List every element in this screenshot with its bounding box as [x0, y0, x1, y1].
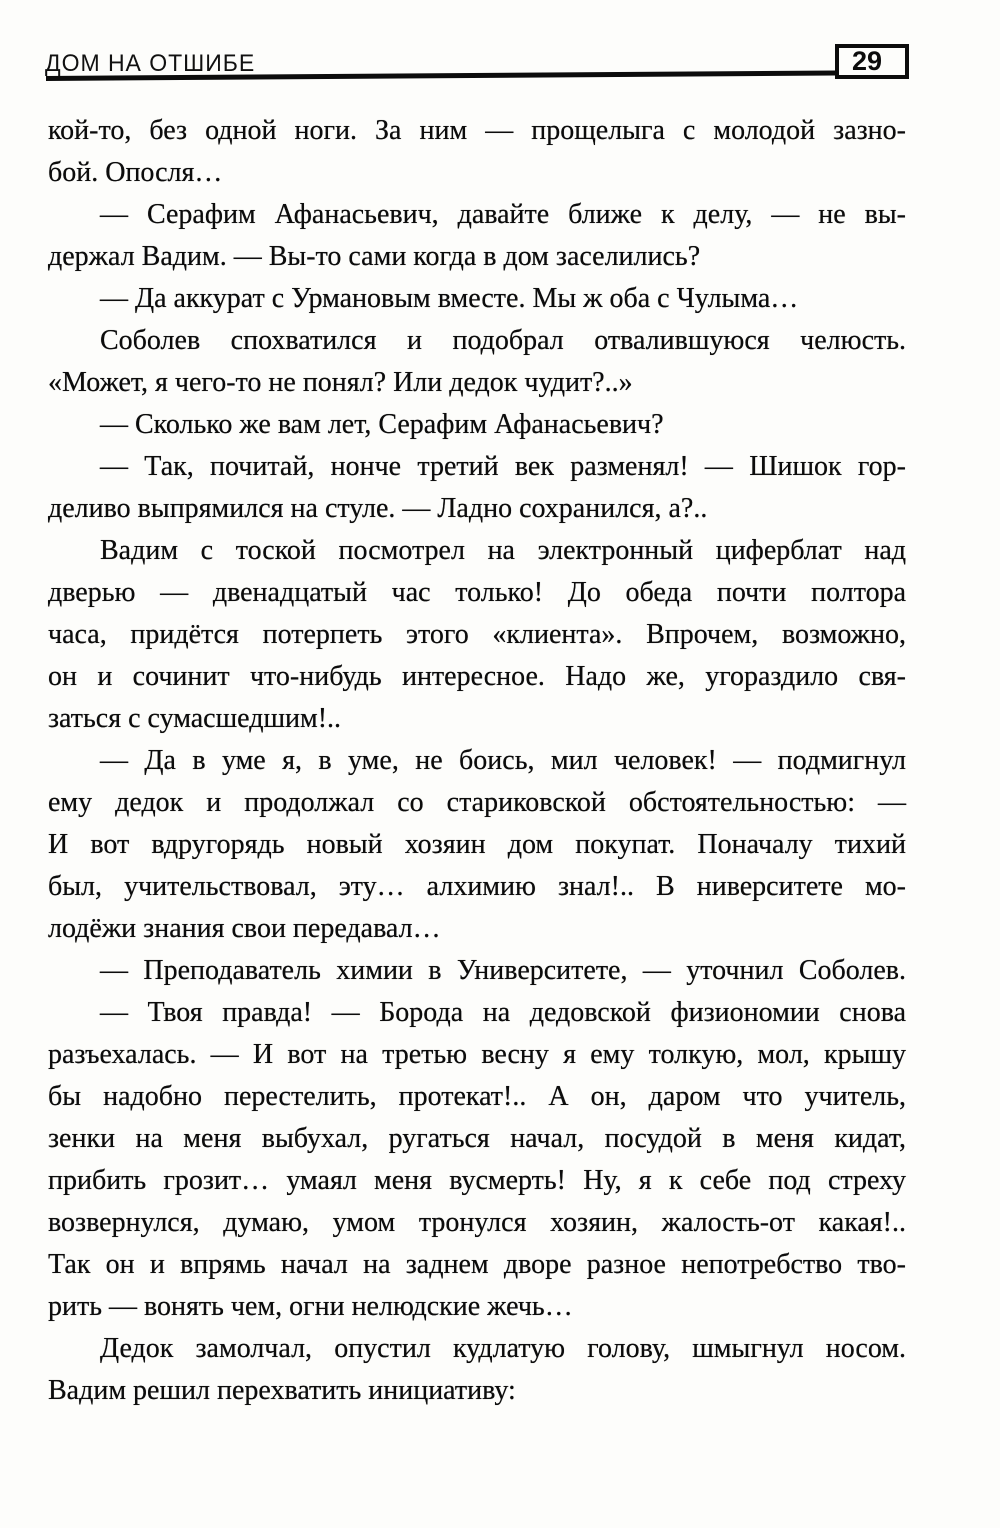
text-line: — Да аккурат с Урмановым вместе. Мы ж оба с Чулыма…: [100, 283, 799, 314]
text-line: «Может, я чего-то не понял? Или дедок чудит?..»: [48, 367, 633, 398]
paragraph: [48, 992, 906, 1328]
text-line: держал Вадим. — Вы-то сами когда в дом заселились?: [48, 241, 701, 272]
text-line: был, учительствовал, эту… алхимию знал!.. В ниверситете мо-: [48, 871, 906, 902]
paragraph: [48, 278, 906, 320]
page-number-box: [835, 44, 909, 79]
text-line: — Так, почитай, нонче третий век разменял! — Шишок гор-: [100, 451, 906, 482]
text-line: — Серафим Афанасьевич, давайте ближе к делу, — не вы-: [100, 199, 906, 230]
text-line: лодёжи знания свои передавал…: [48, 913, 441, 944]
text-line: кой-то, без одной ноги. За ним — прощелыга с молодой зазно-: [48, 115, 906, 146]
text-line: рить — вонять чем, огни нелюдские жечь…: [48, 1291, 573, 1322]
paragraph: [48, 950, 906, 992]
text-line: возвернулся, думаю, умом тронулся хозяин, жалость-от какая!..: [48, 1207, 906, 1238]
text-line: разъехалась. — И вот на третью весну я ему толкую, мол, крышу: [48, 1039, 906, 1070]
text-line: — Преподаватель химии в Университете, — уточнил Соболев.: [100, 955, 906, 986]
running-title: ДОМ НА ОТШИБЕ: [45, 50, 256, 77]
text-line: Так он и впрямь начал на заднем дворе разное непотребство тво-: [48, 1249, 906, 1280]
text-line: И вот вдругорядь новый хозяин дом покупат. Поначалу тихий: [48, 829, 906, 860]
text-line: — Сколько же вам лет, Серафим Афанасьевич?: [100, 409, 664, 440]
paragraph: [48, 530, 906, 740]
text-line: деливо выпрямился на стуле. — Ладно сохранился, а?..: [48, 493, 708, 524]
paragraph: [48, 740, 906, 950]
paragraph: [48, 446, 906, 530]
text-line: бой. Опосля…: [48, 157, 223, 188]
page-number: 29: [852, 46, 883, 76]
text-line: Вадим решил перехватить инициативу:: [48, 1375, 516, 1406]
text-line: — Твоя правда! — Борода на дедовской физиономии снова: [100, 997, 906, 1028]
text-line: Вадим с тоской посмотрел на электронный циферблат над: [100, 535, 906, 566]
text-line: зенки на меня выбухал, ругаться начал, посудой в меня кидат,: [48, 1123, 906, 1154]
text-line: дверью — двенадцатый час только! До обеда почти полтора: [48, 577, 906, 608]
text-line: заться с сумасшедшим!..: [48, 703, 342, 734]
text-line: — Да в уме я, в уме, не боись, мил человек! — подмигнул: [100, 745, 906, 776]
paragraph: [48, 320, 906, 404]
paragraph: [48, 1328, 906, 1412]
paragraph: [48, 110, 906, 194]
text-line: часа, придётся потерпеть этого «клиента». Впрочем, возможно,: [48, 619, 906, 650]
text-line: он и сочинит что-нибудь интересное. Надо же, угораздило свя-: [48, 661, 906, 692]
text-line: Дедок замолчал, опустил кудлатую голову, шмыгнул носом.: [100, 1333, 906, 1364]
text-line: Соболев спохватился и подобрал отвалившуюся челюсть.: [100, 325, 906, 356]
text-line: прибить грозит… умаял меня вусмерть! Ну, я к себе под стреху: [48, 1165, 906, 1196]
text-block: [48, 110, 906, 1412]
paragraph: [48, 194, 906, 278]
text-line: ему дедок и продолжал со стариковской обстоятельностью: —: [48, 787, 906, 818]
paragraph: [48, 404, 906, 446]
text-line: бы надобно перестелить, протекат!.. А он, даром что учитель,: [48, 1081, 906, 1112]
